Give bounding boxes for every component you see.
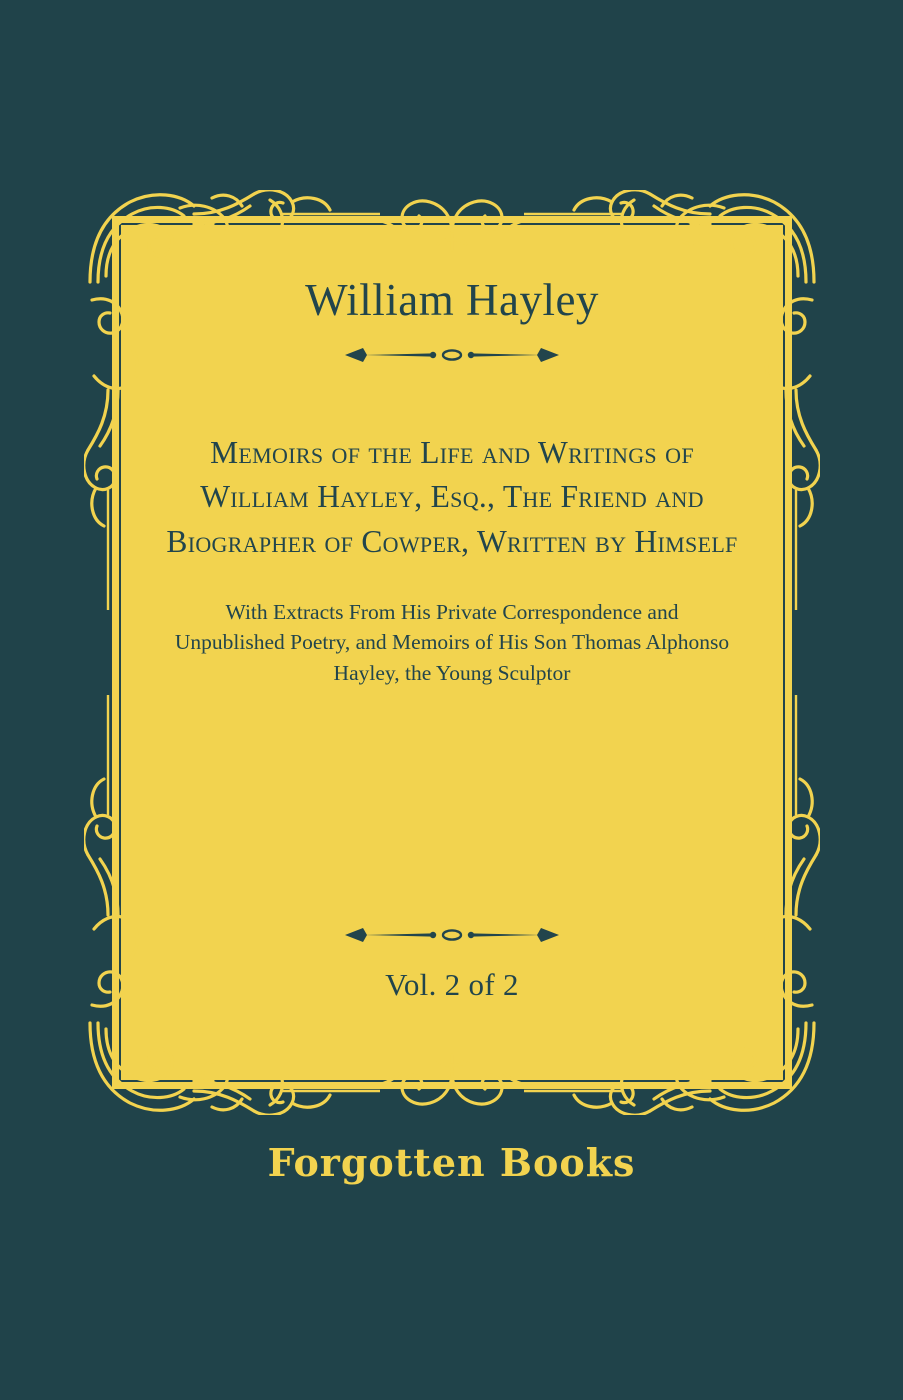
cover-plate [112,216,792,1089]
book-title: Memoirs of the Life and Writings of William Hayley, Esq., The Friend and Biographer of Cowper, Written by Himself [166,434,738,559]
author-name: William Hayley [305,275,599,325]
publisher-logo: Forgotten Books [267,1140,636,1185]
book-cover [84,190,820,1115]
fleuron-divider-icon [337,922,567,948]
volume-label: Vol. 2 of 2 [385,967,519,1002]
fleuron-divider-icon [337,342,567,368]
book-subtitle: With Extracts From His Private Correspondence and Unpublished Poetry, and Memoirs of His Son Thomas Alphonso Hayley, the Young Sculptor [174,599,730,685]
cover-text-block [158,250,746,1055]
cover-bottom-block [158,906,746,1003]
